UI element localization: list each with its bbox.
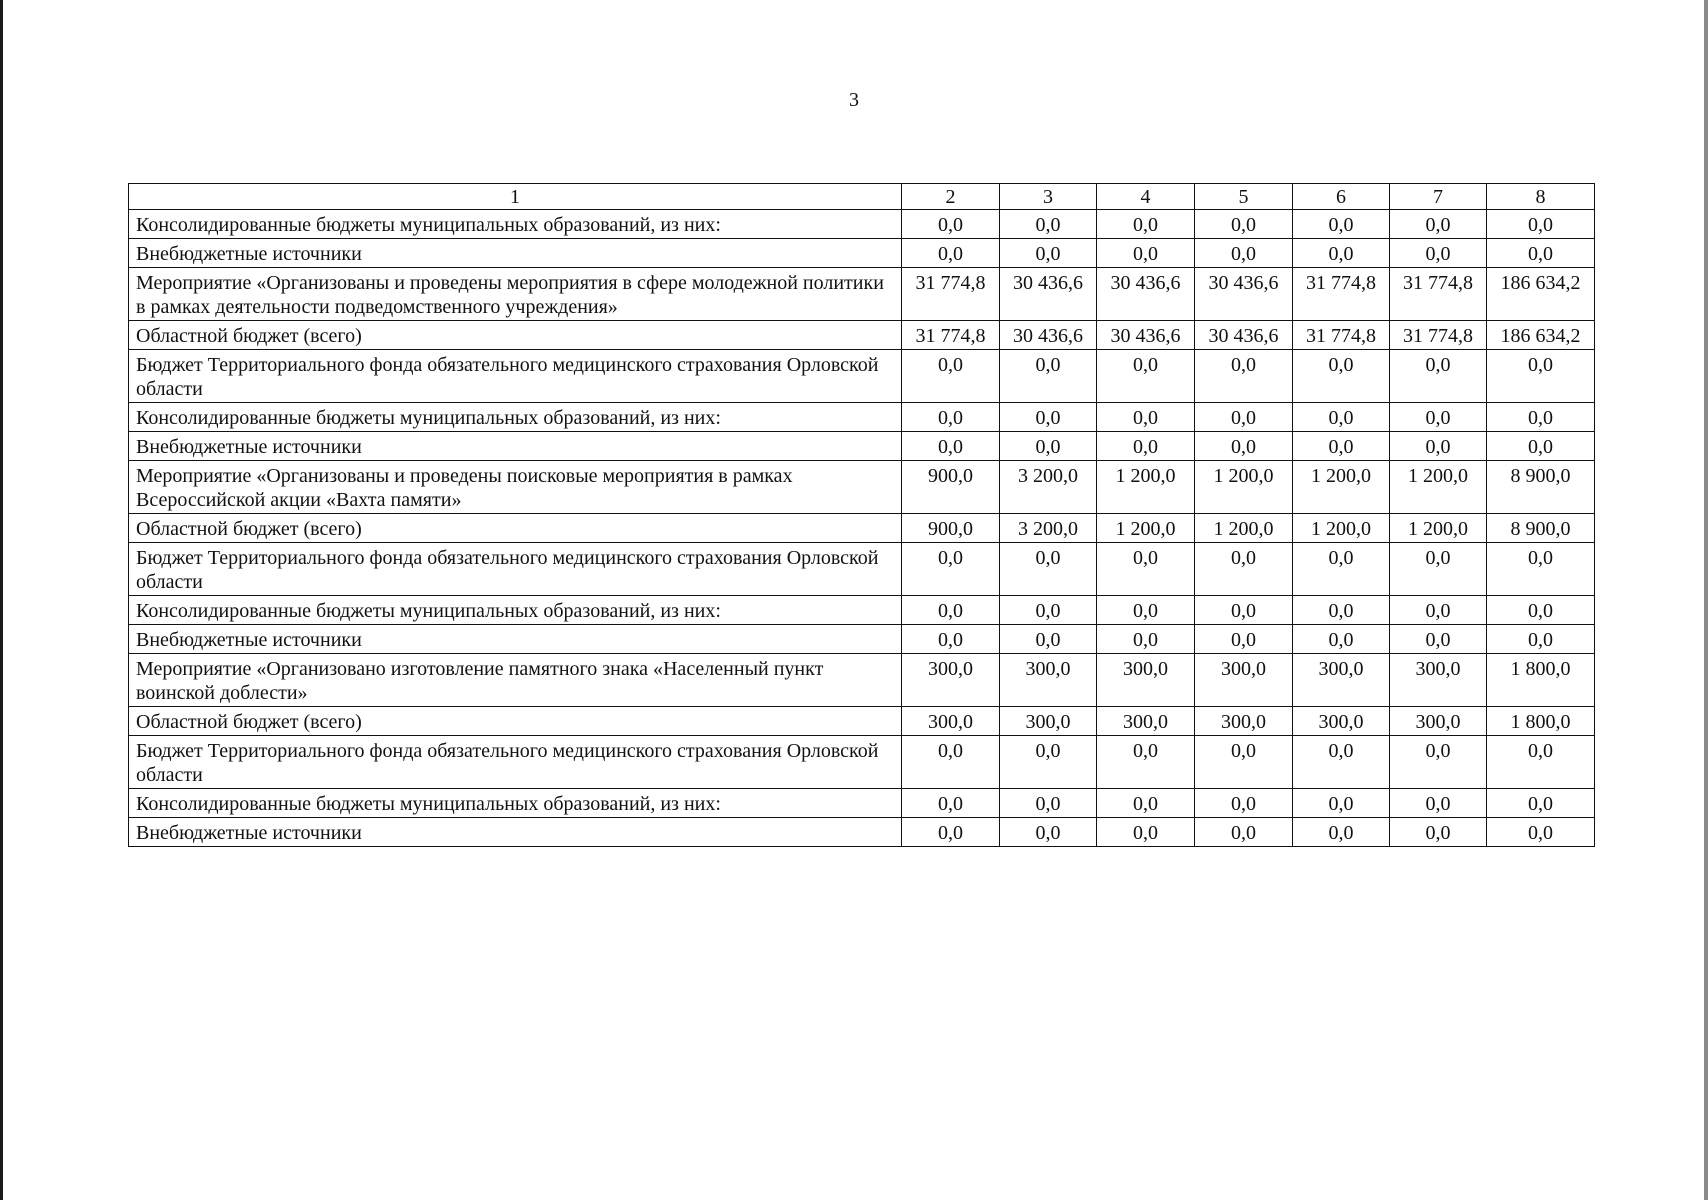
value-cell: 0,0	[1293, 789, 1390, 818]
value-cell: 0,0	[1293, 625, 1390, 654]
value-cell: 0,0	[1293, 736, 1390, 789]
value-cell: 0,0	[1195, 350, 1293, 403]
value-cell: 31 774,8	[902, 321, 1000, 350]
row-label: Мероприятие «Организовано изготовление памятного знака «Населенный пункт воинской доблести»	[129, 654, 902, 707]
value-cell: 0,0	[1000, 625, 1097, 654]
table-row	[129, 654, 1595, 707]
scan-edge-left	[0, 0, 3, 1200]
value-cell: 0,0	[1195, 625, 1293, 654]
value-cell: 0,0	[1097, 210, 1195, 239]
value-cell: 0,0	[1097, 403, 1195, 432]
value-cell: 0,0	[1293, 239, 1390, 268]
page-number: 3	[849, 89, 859, 111]
value-cell: 1 800,0	[1487, 707, 1595, 736]
value-cell: 0,0	[1487, 625, 1595, 654]
value-cell: 0,0	[1487, 789, 1595, 818]
value-cell: 300,0	[1097, 707, 1195, 736]
value-cell: 0,0	[1195, 543, 1293, 596]
value-cell: 0,0	[1487, 596, 1595, 625]
value-cell: 0,0	[1390, 543, 1487, 596]
table-row	[129, 625, 1595, 654]
table-row	[129, 736, 1595, 789]
value-cell: 31 774,8	[1390, 321, 1487, 350]
value-cell: 300,0	[902, 707, 1000, 736]
value-cell: 0,0	[1000, 403, 1097, 432]
header-cell: 2	[902, 184, 1000, 210]
value-cell: 0,0	[1000, 239, 1097, 268]
value-cell: 300,0	[1293, 654, 1390, 707]
value-cell: 0,0	[902, 736, 1000, 789]
value-cell: 300,0	[1390, 654, 1487, 707]
value-cell: 0,0	[1293, 432, 1390, 461]
value-cell: 0,0	[1293, 350, 1390, 403]
table-body	[129, 184, 1595, 847]
value-cell: 0,0	[1097, 736, 1195, 789]
value-cell: 0,0	[1390, 239, 1487, 268]
value-cell: 0,0	[1487, 543, 1595, 596]
value-cell: 186 634,2	[1487, 268, 1595, 321]
value-cell: 0,0	[1097, 239, 1195, 268]
value-cell: 0,0	[1293, 818, 1390, 847]
row-label: Консолидированные бюджеты муниципальных образований, из них:	[129, 403, 902, 432]
value-cell: 0,0	[1000, 543, 1097, 596]
value-cell: 300,0	[902, 654, 1000, 707]
value-cell: 30 436,6	[1000, 268, 1097, 321]
value-cell: 31 774,8	[1293, 268, 1390, 321]
value-cell: 300,0	[1097, 654, 1195, 707]
value-cell: 0,0	[1195, 210, 1293, 239]
value-cell: 1 200,0	[1195, 514, 1293, 543]
row-label: Областной бюджет (всего)	[129, 707, 902, 736]
value-cell: 0,0	[902, 543, 1000, 596]
header-cell: 3	[1000, 184, 1097, 210]
table-row	[129, 239, 1595, 268]
header-cell: 6	[1293, 184, 1390, 210]
row-label: Бюджет Территориального фонда обязательного медицинского страхования Орловской области	[129, 736, 902, 789]
table-row	[129, 789, 1595, 818]
value-cell: 0,0	[902, 596, 1000, 625]
scan-edge-right	[1704, 0, 1708, 1200]
value-cell: 1 200,0	[1293, 461, 1390, 514]
row-label: Бюджет Территориального фонда обязательного медицинского страхования Орловской области	[129, 543, 902, 596]
value-cell: 1 200,0	[1097, 461, 1195, 514]
table-row	[129, 514, 1595, 543]
value-cell: 0,0	[1487, 239, 1595, 268]
value-cell: 1 200,0	[1195, 461, 1293, 514]
value-cell: 3 200,0	[1000, 514, 1097, 543]
table-row	[129, 818, 1595, 847]
value-cell: 300,0	[1390, 707, 1487, 736]
row-label: Внебюджетные источники	[129, 432, 902, 461]
header-cell: 4	[1097, 184, 1195, 210]
value-cell: 8 900,0	[1487, 461, 1595, 514]
value-cell: 0,0	[1195, 239, 1293, 268]
value-cell: 300,0	[1293, 707, 1390, 736]
value-cell: 0,0	[1390, 403, 1487, 432]
value-cell: 1 200,0	[1097, 514, 1195, 543]
value-cell: 1 200,0	[1390, 461, 1487, 514]
value-cell: 0,0	[1097, 789, 1195, 818]
value-cell: 31 774,8	[902, 268, 1000, 321]
value-cell: 0,0	[1000, 350, 1097, 403]
value-cell: 0,0	[902, 210, 1000, 239]
row-label: Консолидированные бюджеты муниципальных образований, из них:	[129, 210, 902, 239]
table-row	[129, 403, 1595, 432]
value-cell: 900,0	[902, 514, 1000, 543]
value-cell: 0,0	[902, 403, 1000, 432]
value-cell: 0,0	[1000, 432, 1097, 461]
value-cell: 1 200,0	[1390, 514, 1487, 543]
value-cell: 31 774,8	[1293, 321, 1390, 350]
value-cell: 0,0	[1097, 350, 1195, 403]
table-row	[129, 350, 1595, 403]
value-cell: 900,0	[902, 461, 1000, 514]
value-cell: 0,0	[1390, 432, 1487, 461]
value-cell: 0,0	[1000, 789, 1097, 818]
value-cell: 300,0	[1195, 654, 1293, 707]
header-cell: 1	[129, 184, 902, 210]
value-cell: 30 436,6	[1097, 321, 1195, 350]
value-cell: 0,0	[1390, 210, 1487, 239]
value-cell: 0,0	[1487, 350, 1595, 403]
value-cell: 0,0	[1195, 403, 1293, 432]
value-cell: 0,0	[1195, 789, 1293, 818]
value-cell: 0,0	[902, 432, 1000, 461]
value-cell: 30 436,6	[1195, 321, 1293, 350]
value-cell: 0,0	[1390, 596, 1487, 625]
value-cell: 0,0	[1390, 350, 1487, 403]
value-cell: 300,0	[1000, 707, 1097, 736]
value-cell: 0,0	[1097, 818, 1195, 847]
value-cell: 0,0	[1293, 210, 1390, 239]
value-cell: 1 800,0	[1487, 654, 1595, 707]
value-cell: 0,0	[902, 350, 1000, 403]
value-cell: 0,0	[1390, 625, 1487, 654]
row-label: Мероприятие «Организованы и проведены мероприятия в сфере молодежной политики в рамках деятельности подведомственного учреждения»	[129, 268, 902, 321]
value-cell: 186 634,2	[1487, 321, 1595, 350]
value-cell: 3 200,0	[1000, 461, 1097, 514]
value-cell: 0,0	[1293, 403, 1390, 432]
value-cell: 0,0	[1487, 403, 1595, 432]
value-cell: 0,0	[1293, 596, 1390, 625]
value-cell: 31 774,8	[1390, 268, 1487, 321]
value-cell: 1 200,0	[1293, 514, 1390, 543]
value-cell: 0,0	[1293, 543, 1390, 596]
value-cell: 0,0	[1000, 596, 1097, 625]
table-row	[129, 596, 1595, 625]
value-cell: 0,0	[1195, 818, 1293, 847]
value-cell: 0,0	[902, 239, 1000, 268]
row-label: Внебюджетные источники	[129, 239, 902, 268]
table-row	[129, 461, 1595, 514]
value-cell: 0,0	[1000, 736, 1097, 789]
value-cell: 30 436,6	[1000, 321, 1097, 350]
value-cell: 300,0	[1195, 707, 1293, 736]
table-row	[129, 432, 1595, 461]
budget-table	[128, 183, 1595, 847]
value-cell: 0,0	[1097, 543, 1195, 596]
table-row	[129, 543, 1595, 596]
table-row	[129, 210, 1595, 239]
header-cell: 7	[1390, 184, 1487, 210]
table-row	[129, 707, 1595, 736]
value-cell: 0,0	[1000, 210, 1097, 239]
row-label: Областной бюджет (всего)	[129, 321, 902, 350]
value-cell: 0,0	[1390, 736, 1487, 789]
value-cell: 0,0	[1097, 596, 1195, 625]
value-cell: 0,0	[1487, 432, 1595, 461]
value-cell: 300,0	[1000, 654, 1097, 707]
value-cell: 0,0	[1097, 432, 1195, 461]
row-label: Мероприятие «Организованы и проведены поисковые мероприятия в рамках Всероссийской акции «Вахта памяти»	[129, 461, 902, 514]
table-row	[129, 268, 1595, 321]
row-label: Внебюджетные источники	[129, 818, 902, 847]
value-cell: 0,0	[902, 789, 1000, 818]
value-cell: 0,0	[1487, 818, 1595, 847]
header-cell: 8	[1487, 184, 1595, 210]
row-label: Консолидированные бюджеты муниципальных образований, из них:	[129, 596, 902, 625]
value-cell: 0,0	[1000, 818, 1097, 847]
row-label: Областной бюджет (всего)	[129, 514, 902, 543]
value-cell: 30 436,6	[1195, 268, 1293, 321]
value-cell: 0,0	[1487, 210, 1595, 239]
value-cell: 0,0	[902, 818, 1000, 847]
header-cell: 5	[1195, 184, 1293, 210]
value-cell: 0,0	[1097, 625, 1195, 654]
row-label: Консолидированные бюджеты муниципальных образований, из них:	[129, 789, 902, 818]
value-cell: 30 436,6	[1097, 268, 1195, 321]
value-cell: 8 900,0	[1487, 514, 1595, 543]
table-header-row	[129, 184, 1595, 210]
table-row	[129, 321, 1595, 350]
row-label: Бюджет Территориального фонда обязательного медицинского страхования Орловской области	[129, 350, 902, 403]
value-cell: 0,0	[1390, 789, 1487, 818]
value-cell: 0,0	[1195, 432, 1293, 461]
value-cell: 0,0	[1487, 736, 1595, 789]
row-label: Внебюджетные источники	[129, 625, 902, 654]
value-cell: 0,0	[902, 625, 1000, 654]
value-cell: 0,0	[1195, 596, 1293, 625]
value-cell: 0,0	[1390, 818, 1487, 847]
value-cell: 0,0	[1195, 736, 1293, 789]
